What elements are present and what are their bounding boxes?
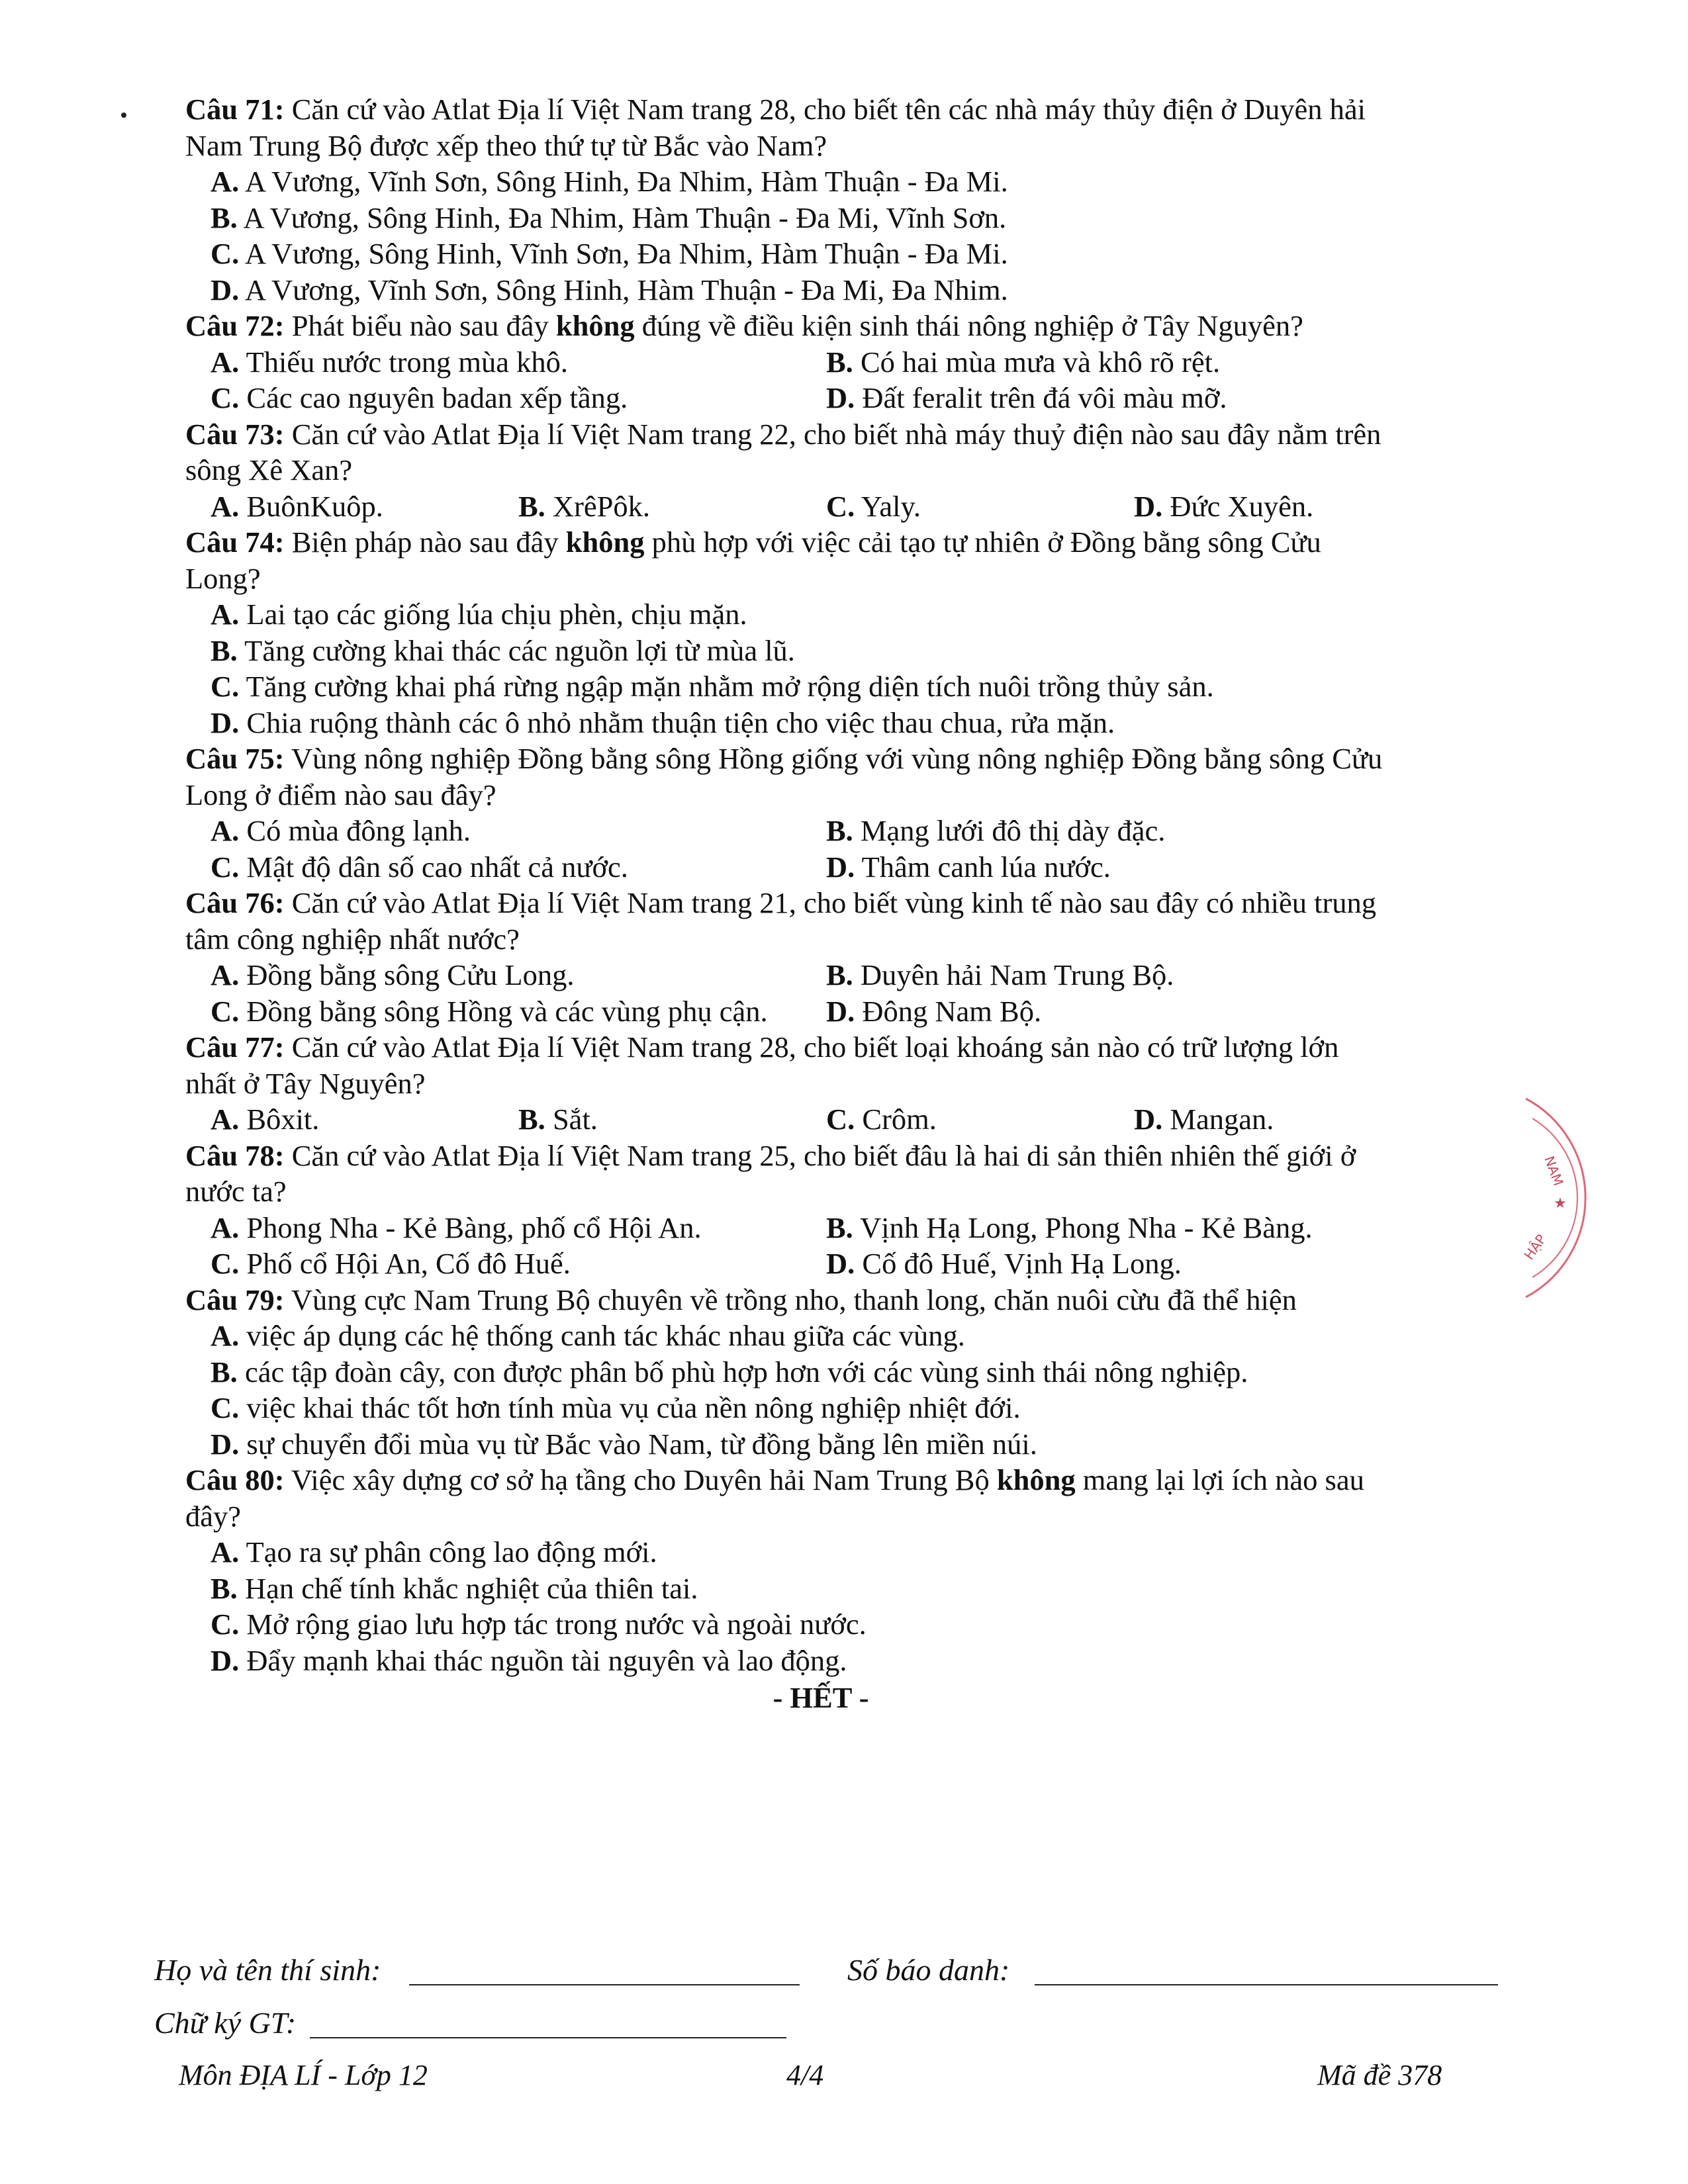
option-c: C. Mật độ dân số cao nhất cả nước.: [211, 850, 628, 884]
option-a: A. BuônKuôp.: [211, 489, 383, 523]
svg-text:★: ★: [1554, 1195, 1567, 1212]
candidate-name-label: Họ và tên thí sinh:: [154, 1953, 381, 1987]
question-76: [185, 885, 1503, 1029]
question-79: [185, 1282, 1503, 1463]
question-73: [185, 416, 1503, 525]
option-d: D. Thâm canh lúa nước.: [826, 850, 1111, 884]
option-b: B. Sắt.: [518, 1103, 598, 1136]
subject-label: Môn ĐỊA LÍ - Lớp 12: [179, 2059, 428, 2091]
option-c: C. Mở rộng giao lưu hợp tác trong nước và ngoài nước.: [211, 1608, 867, 1641]
option-b: B. Duyên hải Nam Trung Bộ.: [826, 958, 1174, 991]
question-list: [185, 91, 1503, 1716]
option-b: B. Hạn chế tính khắc nghiệt của thiên tai.: [211, 1571, 698, 1605]
option-a: A. Tạo ra sự phân công lao động mới.: [211, 1535, 657, 1569]
option-d: D. Đông Nam Bộ.: [826, 994, 1042, 1028]
question-stem-line: nước ta?: [185, 1175, 287, 1208]
option-a: A. A Vương, Vĩnh Sơn, Sông Hinh, Đa Nhim, Hàm Thuận - Đa Mi.: [211, 165, 1008, 198]
option-a: A. Phong Nha - Kẻ Bàng, phố cổ Hội An.: [211, 1210, 702, 1244]
option-d: D. Mangan.: [1134, 1103, 1274, 1136]
option-a: A. Thiếu nước trong mùa khô.: [211, 345, 568, 379]
question-stem: Câu 72: Phát biểu nào sau đây không đúng về điều kiện sinh thái nông nghiệp ở Tây Nguyên?: [185, 309, 1303, 342]
option-d: D. Đức Xuyên.: [1134, 489, 1314, 523]
supervisor-signature-line[interactable]: [310, 2005, 786, 2038]
question-78: [185, 1138, 1503, 1282]
question-stem: Câu 76: Căn cứ vào Atlat Địa lí Việt Nam trang 21, cho biết vùng kinh tế nào sau đây có nhiều trung: [185, 886, 1377, 919]
candidate-info: [154, 1952, 1538, 2058]
question-stem: Câu 80: Việc xây dựng cơ sở hạ tầng cho Duyên hải Nam Trung Bộ không mang lại lợi ích nào sau: [185, 1463, 1364, 1496]
option-a: A. Bôxit.: [211, 1103, 320, 1136]
option-d: D. Chia ruộng thành các ô nhỏ nhằm thuận tiện cho việc thau chua, rửa mặn.: [211, 705, 1115, 739]
question-stem: Câu 71: Căn cứ vào Atlat Địa lí Việt Nam trang 28, cho biết tên các nhà máy thủy điện ở Duyên hải: [185, 93, 1366, 126]
question-stem-line: đây?: [185, 1499, 242, 1533]
question-stem-line: nhất ở Tây Nguyên?: [185, 1066, 426, 1100]
option-b: B. Có hai mùa mưa và khô rõ rệt.: [826, 345, 1221, 379]
exam-code: Mã đề 378: [1317, 2059, 1442, 2091]
option-b: B. XrêPôk.: [518, 489, 651, 523]
end-mark: - HẾT -: [773, 1681, 869, 1714]
question-stem-line: Nam Trung Bộ được xếp theo thứ tự từ Bắc vào Nam?: [185, 128, 827, 162]
question-stem: Câu 77: Căn cứ vào Atlat Địa lí Việt Nam trang 28, cho biết loại khoáng sản nào có trữ lượng lớn: [185, 1030, 1339, 1064]
question-stem: Câu 73: Căn cứ vào Atlat Địa lí Việt Nam trang 22, cho biết nhà máy thuỷ điện nào sau đây nằm trên: [185, 417, 1382, 451]
option-b: B. Vịnh Hạ Long, Phong Nha - Kẻ Bàng.: [826, 1210, 1313, 1244]
option-c: C. Đồng bằng sông Hồng và các vùng phụ cận.: [211, 994, 768, 1028]
question-stem-line: Long ở điểm nào sau đây?: [185, 778, 496, 811]
option-d: D. sự chuyển đổi mùa vụ từ Bắc vào Nam, từ đồng bằng lên miền núi.: [211, 1427, 1037, 1461]
option-d: D. A Vương, Vĩnh Sơn, Sông Hinh, Hàm Thuận - Đa Mi, Đa Nhim.: [211, 273, 1008, 306]
question-stem: Câu 78: Căn cứ vào Atlat Địa lí Việt Nam trang 25, cho biết đâu là hai di sản thiên nhiên thế giới ở: [185, 1138, 1356, 1172]
question-stem: Câu 79: Vùng cực Nam Trung Bộ chuyên về trồng nho, thanh long, chăn nuôi cừu đã thể hiện: [185, 1283, 1297, 1316]
option-a: A. Lai tạo các giống lúa chịu phèn, chịu mặn.: [211, 598, 747, 631]
question-71: [185, 91, 1503, 308]
question-stem-line: tâm công nghiệp nhất nước?: [185, 922, 520, 956]
option-b: B. các tập đoàn cây, con được phân bố phù hợp hơn với các vùng sinh thái nông nghiệp.: [211, 1355, 1248, 1388]
option-a: A. Có mùa đông lạnh.: [211, 814, 471, 847]
option-d: D. Đất feralit trên đá vôi màu mỡ.: [826, 381, 1227, 414]
bullet-mark: [121, 113, 126, 118]
option-c: C. việc khai thác tốt hơn tính mùa vụ của nền nông nghiệp nhiệt đới.: [211, 1391, 1021, 1424]
option-d: D. Cố đô Huế, Vịnh Hạ Long.: [826, 1247, 1182, 1280]
option-b: B. A Vương, Sông Hinh, Đa Nhim, Hàm Thuận - Đa Mi, Vĩnh Sơn.: [211, 201, 1007, 234]
official-stamp: [1513, 1085, 1645, 1310]
option-c: C. Crôm.: [826, 1103, 937, 1136]
question-74: [185, 524, 1503, 741]
option-a: A. việc áp dụng các hệ thống canh tác khác nhau giữa các vùng.: [211, 1319, 965, 1352]
option-b: B. Mạng lưới đô thị dày đặc.: [826, 814, 1166, 847]
question-stem: Câu 74: Biện pháp nào sau đây không phù hợp với việc cải tạo tự nhiên ở Đồng bằng sông Cửu: [185, 525, 1321, 559]
option-a: A. Đồng bằng sông Cửu Long.: [211, 958, 575, 991]
option-c: C. Tăng cường khai phá rừng ngập mặn nhằm mở rộng diện tích nuôi trồng thủy sản.: [211, 670, 1214, 703]
question-75: [185, 741, 1503, 885]
option-d: D. Đẩy mạnh khai thác nguồn tài nguyên và lao động.: [211, 1643, 847, 1677]
question-stem-line: Long?: [185, 561, 261, 595]
option-b: B. Tăng cường khai thác các nguồn lợi từ mùa lũ.: [211, 633, 795, 667]
option-c: C. Yaly.: [826, 489, 921, 523]
question-80: [185, 1462, 1503, 1678]
option-c: C. Các cao nguyên badan xếp tầng.: [211, 381, 628, 414]
option-c: C. A Vương, Sông Hinh, Vĩnh Sơn, Đa Nhim, Hàm Thuận - Đa Mi.: [211, 237, 1008, 270]
question-77: [185, 1029, 1503, 1138]
svg-text:NAM: NAM: [1541, 1154, 1567, 1188]
question-stem-line: sông Xê Xan?: [185, 453, 353, 486]
candidate-name-line[interactable]: [409, 1952, 800, 1985]
svg-text:HẬP: HẬP: [1521, 1231, 1550, 1263]
question-72: [185, 308, 1503, 416]
candidate-number-label: Số báo danh:: [847, 1953, 1010, 1987]
option-c: C. Phố cổ Hội An, Cố đô Huế.: [211, 1247, 571, 1280]
candidate-number-line[interactable]: [1035, 1952, 1498, 1985]
question-stem: Câu 75: Vùng nông nghiệp Đồng bằng sông Hồng giống với vùng nông nghiệp Đồng bằng sông Cửu: [185, 742, 1383, 775]
supervisor-signature-label: Chữ ký GT:: [154, 2006, 297, 2040]
page-number: 4/4: [786, 2059, 824, 2091]
